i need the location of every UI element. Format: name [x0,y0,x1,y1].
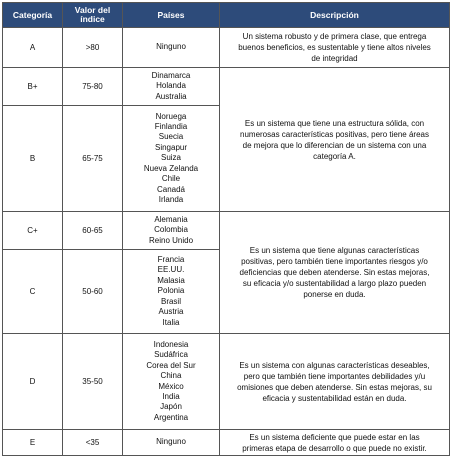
index-cell: 75-80 [63,68,123,106]
description-line: Es un sistema que tiene una estructura sólida, con [244,118,425,128]
index-cell: 50-60 [63,250,123,334]
header-row [3,3,450,28]
countries-cell [123,212,220,250]
description-cell-d [220,334,450,430]
country: Suiza [160,153,181,163]
description-cell-e [220,430,450,456]
table-row-b-plus [3,68,450,106]
category-table [2,2,450,456]
description-line: de integridad [311,54,358,63]
category-cell: B+ [3,68,63,106]
countries-cell [123,430,220,456]
description-line: omisiones que deben atenderse. Sin estas mejoras, su [237,382,432,392]
description-line: Un sistema robusto y de primera clase, que entrega [242,32,427,41]
index-cell: 35-50 [63,334,123,430]
header-descripcion: Descripción [220,3,450,28]
description-line: Es un sistema que tiene algunas características [249,246,420,255]
country: Malasia [157,275,185,285]
description-line: pero que también tiene importantes debilidades y/u [243,371,426,381]
description-line: Es un sistema con algunas características deseables, [239,360,430,370]
country: Francia [157,255,185,265]
description-line: Es un sistema deficiente que puede estar en las [249,432,420,442]
country: India [162,391,180,401]
country: Argentina [153,412,189,422]
category-cell: A [3,28,63,68]
description-cell-b [220,68,450,212]
index-cell: <35 [63,430,123,456]
table-row-d [3,334,450,430]
country: Finlandia [154,122,188,132]
category-cell: C [3,250,63,334]
country: Italia [162,317,180,327]
country: Australia [155,91,187,101]
index-cell: >80 [63,28,123,68]
description-line: de mejora que lo diferencian de un sistema con una [242,140,427,150]
country: Singapur [154,142,188,152]
country: Chile [161,174,181,184]
country: Holanda [156,81,186,91]
countries-cell [123,250,220,334]
header-valor-indice [63,3,123,28]
country: México [158,381,184,391]
header-paises: Países [123,3,220,28]
country: Canadá [156,184,186,194]
description-line: positivas, pero también tiene importantes riesgos y/o [241,257,428,266]
description-line: su eficacia y/o sustentabilidad a largo plazo pueden [242,279,427,288]
header-categoria: Categoría [3,3,63,28]
country: Indonesia [153,339,189,349]
header-valor-indice-line2: índice [80,14,105,24]
table-row-a [3,28,450,68]
table-row-c-plus [3,212,450,250]
countries-cell [123,28,220,68]
description-line: deficiencias que deben atenderse. Sin estas mejoras, [239,268,430,277]
country: Japón [160,402,182,412]
country: Corea del Sur [146,360,196,370]
table-row-e [3,430,450,456]
description-line: ponerse en duda. [303,290,366,299]
index-cell: 65-75 [63,106,123,212]
country: China [160,371,182,381]
country: Nueva Zelanda [143,163,199,173]
description-line: primeras etapa de desarrollo o que puede no existir. [242,443,427,453]
description-line: categoría A. [313,151,356,161]
country: Irlanda [158,194,184,204]
country: Noruega [155,111,187,121]
description-line: numerosas características positivas, pero tiene áreas [240,129,429,139]
description-line: eficacia y sustentabilidad están en duda. [262,393,407,403]
header-valor-indice-line1: Valor del [74,5,111,15]
description-cell-c [220,212,450,334]
country: Colombia [154,225,188,235]
country: Dinamarca [151,70,191,80]
country: Ninguno [156,42,186,52]
country: Sudáfrica [154,350,188,360]
category-cell: D [3,334,63,430]
countries-cell [123,68,220,106]
country: Reino Unido [148,235,194,245]
countries-cell [123,334,220,430]
country: Alemania [154,214,188,224]
country: Brasil [160,296,181,306]
index-cell: 60-65 [63,212,123,250]
country: Austria [158,307,184,317]
country: Polonia [157,286,185,296]
description-cell-a [220,28,450,68]
category-cell: C+ [3,212,63,250]
category-cell: E [3,430,63,456]
country: Ninguno [156,437,186,447]
countries-cell [123,106,220,212]
country: EE.UU. [157,265,185,275]
country: Suecia [158,132,184,142]
description-line: buenos beneficios, es sustentable y tiene altos niveles [238,43,431,52]
category-cell: B [3,106,63,212]
